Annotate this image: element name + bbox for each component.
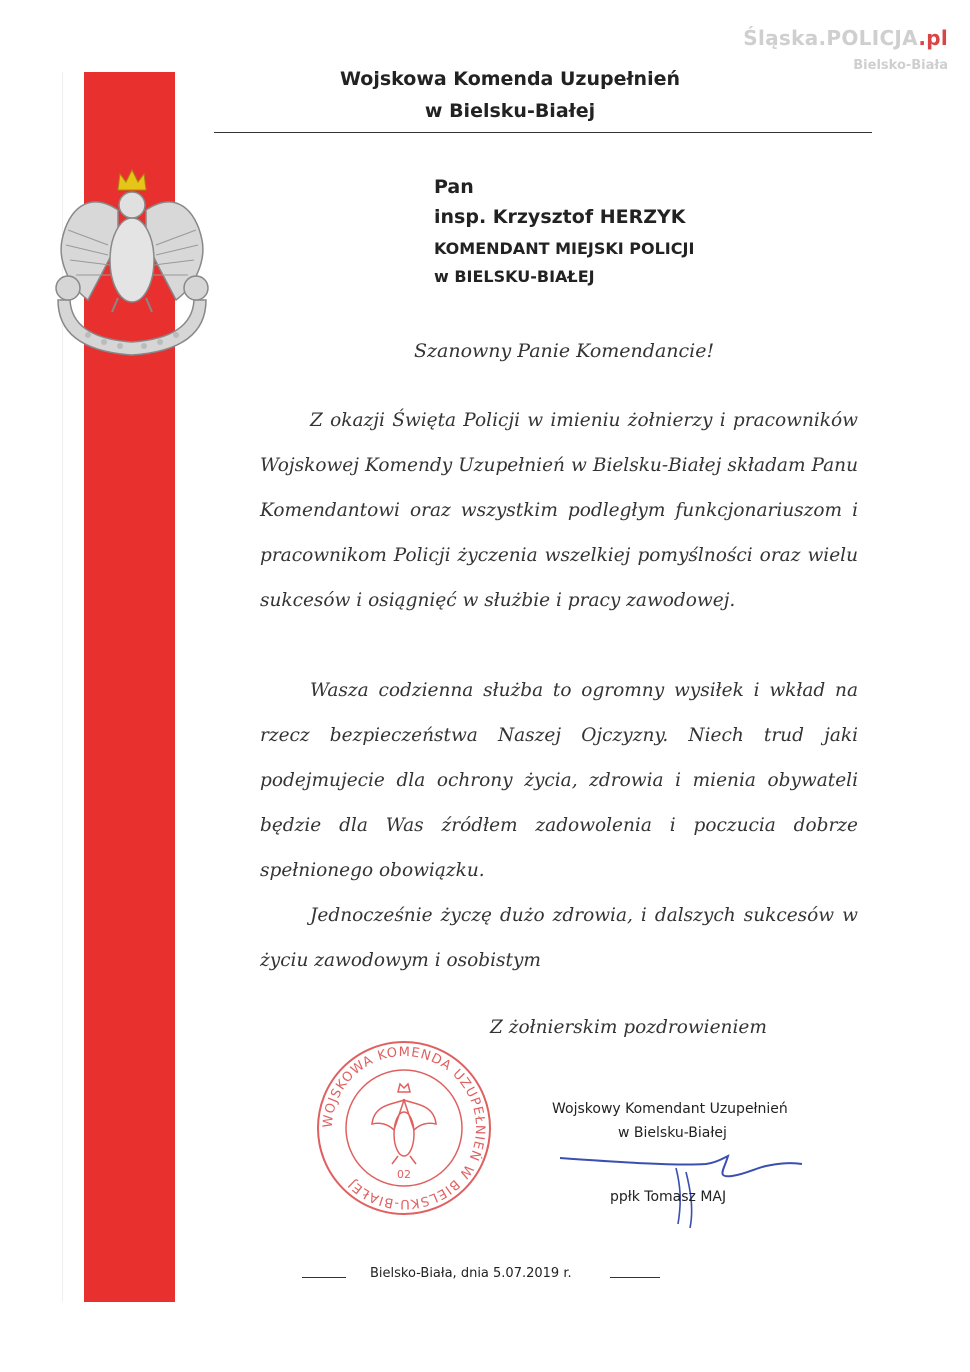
addressee-name: insp. Krzysztof HERZYK [434,206,686,228]
addressee-city: w BIELSKU-BIAŁEJ [434,267,595,286]
stamp-text: WOJSKOWA KOMENDA UZUPEŁNIEŃ W BIELSKU-BIAŁEJ [320,1044,488,1212]
signature-title-line2: w Bielsku-Białej [618,1125,727,1141]
watermark-city: Bielsko-Biała [853,58,948,73]
letter-paragraph-3 [260,893,858,983]
signature-name: ppłk Tomasz MAJ [610,1189,727,1205]
letter-greeting: Szanowny Panie Komendancie! [414,340,715,362]
watermark-site-suffix: .pl [918,26,948,50]
addressee-salutation: Pan [434,176,474,198]
signature-title-line1: Wojskowy Komendant Uzupełnień [552,1101,788,1117]
institution-city: w Bielsku-Białej [424,100,596,122]
letter-paragraph: Z okazji Święta Policji w imieniu żołnierzy i pracowników Wojskowej Komendy Uzupełnień w Bielsku-Białej składam Panu Komendantowi oraz wszystkim podległym funkcjonariuszom i pracownikom Policji życzenia wszelkiej pomyślności oraz wielu sukcesów i osiągnięć w służbie i pracy zawodowej. [260,410,858,611]
official-stamp [314,1038,494,1218]
eagle-icon [372,1084,436,1164]
watermark-site-main: Śląska.POLICJA [743,26,919,50]
letter-closing: Z żołnierskim pozdrowieniem [490,1017,767,1038]
letter-paragraph-2 [260,668,858,893]
footer-line-left [302,1277,346,1278]
watermark-site [743,26,948,50]
header-divider [214,132,872,133]
letter-paragraph: Jednocześnie życzę dużo zdrowia, i dalszych sukcesów w życiu zawodowym i osobistym [260,905,858,971]
letter-paragraph: Wasza codzienna służba to ogromny wysiłek i wkład na rzecz bezpieczeństwa Naszej Ojczyzny. Niech trud jaki podejmujecie dla ochrony życia, zdrowia i mienia obywateli będzie dla Was źródłem zadowolenia i poczucia dobrze spełnionego obowiązku. [260,680,858,881]
handwritten-signature [556,1148,806,1228]
polish-military-eagle-icon [48,150,216,375]
letter-paragraph-1 [260,398,858,623]
addressee-position: KOMENDANT MIEJSKI POLICJI [434,239,695,258]
stamp-number: 02 [397,1168,411,1181]
footer-line-right [610,1277,660,1278]
institution-name: Wojskowa Komenda Uzupełnień [339,68,680,90]
place-and-date: Bielsko-Biała, dnia 5.07.2019 r. [370,1266,572,1281]
